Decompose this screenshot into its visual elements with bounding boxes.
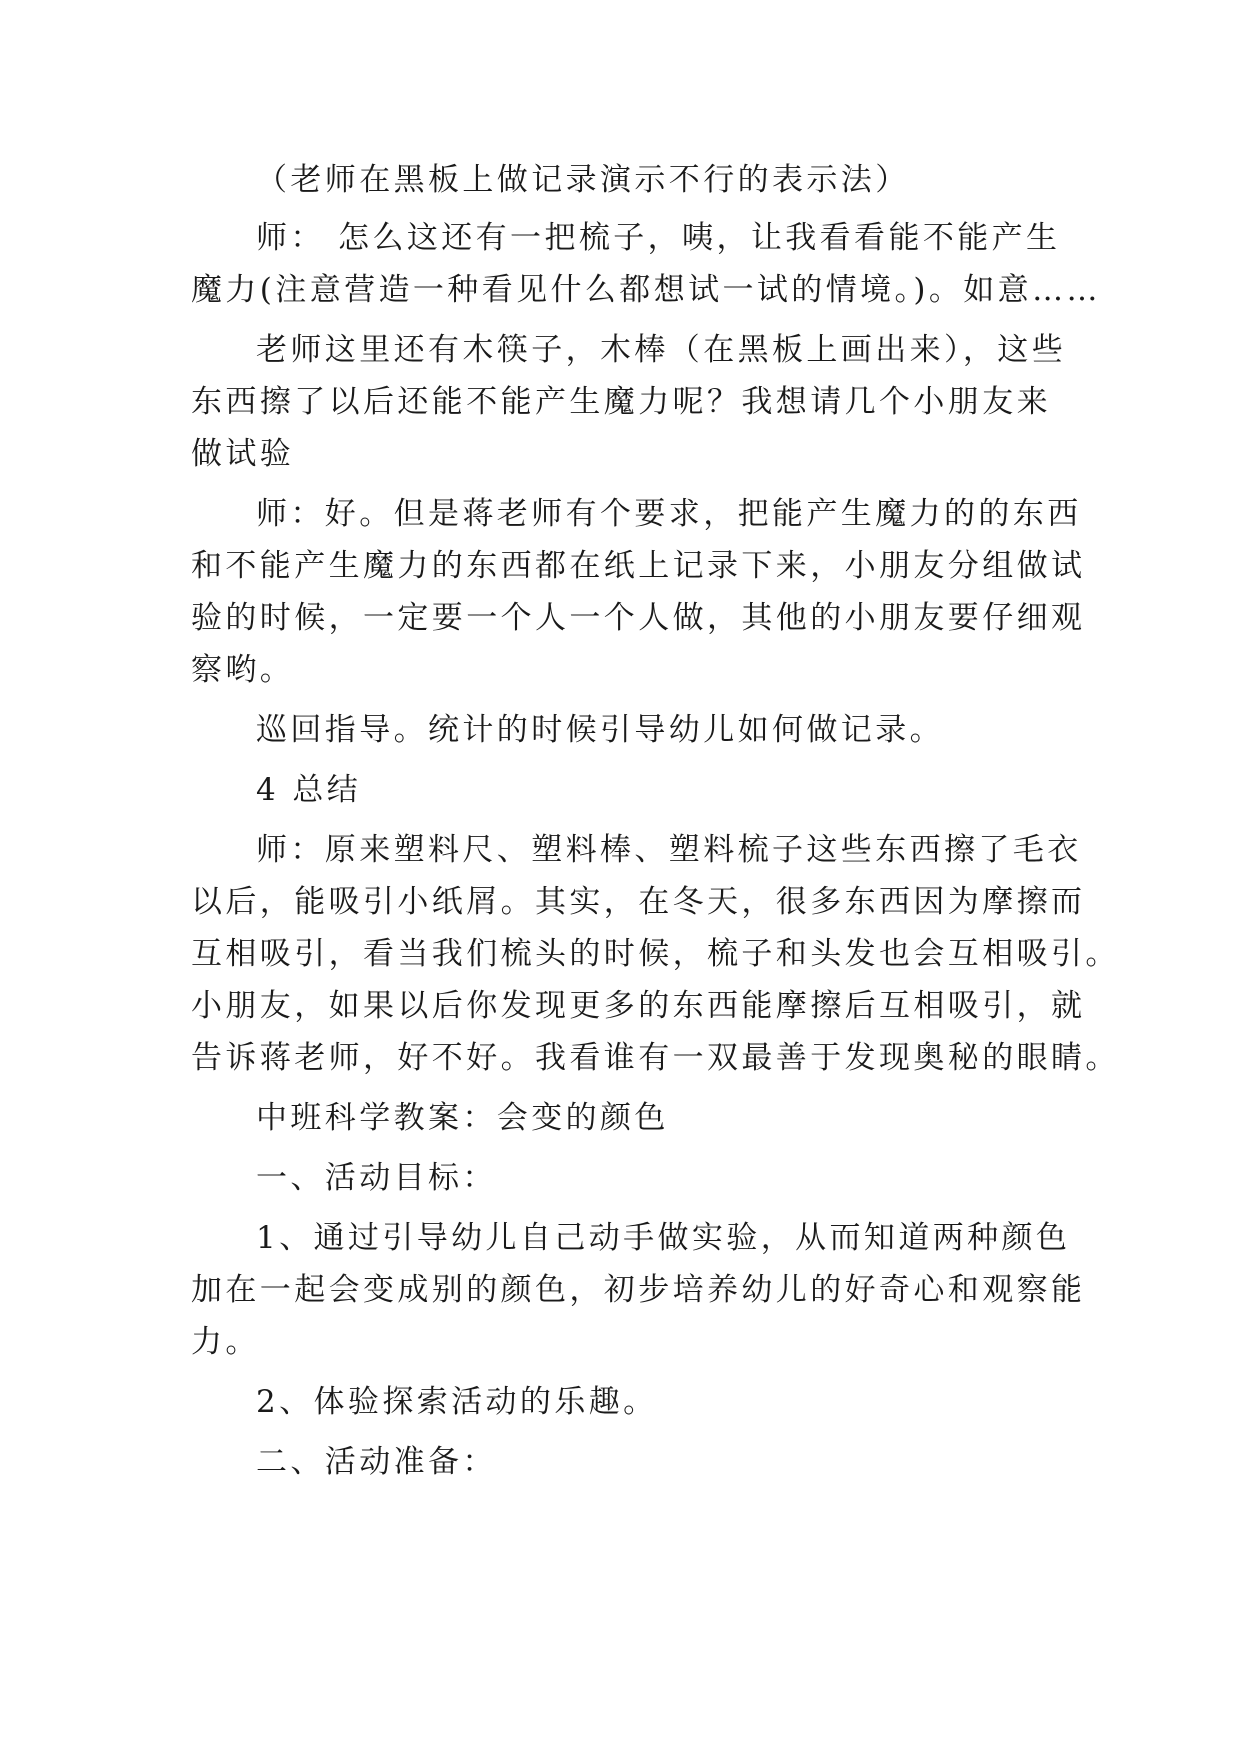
text-line: 加在一起会变成别的颜色，初步培养幼儿的好奇心和观察能 [191,1272,1086,1308]
text-line: 和不能产生魔力的东西都在纸上记录下来，小朋友分组做试 [191,548,1086,584]
text-line: 互相吸引，看当我们梳头的时候，梳子和头发也会互相吸引。 [191,936,1120,972]
text-line: 师： 怎么这还有一把梳子，咦，让我看看能不能产生 [256,220,1061,256]
text-line: 魔力(注意营造一种看见什么都想试一试的情境。)。如意…… [191,272,1101,308]
section-heading: 二、活动准备： [256,1444,497,1480]
text-line: 察哟。 [191,652,295,688]
text-line: 1、通过引导幼儿自己动手做实验，从而知道两种颜色 [256,1220,1071,1256]
text-line: 告诉蒋老师，好不好。我看谁有一双最善于发现奥秘的眼睛。 [191,1040,1120,1076]
text-line: 小朋友，如果以后你发现更多的东西能摩擦后互相吸引，就 [191,988,1086,1024]
text-line: 2、体验探索活动的乐趣。 [256,1384,658,1420]
text-line: 老师这里还有木筷子，木棒（在黑板上画出来），这些 [256,332,1067,368]
section-heading: 一、活动目标： [256,1160,497,1196]
text-line: 力。 [191,1324,260,1360]
lesson-title: 中班科学教案：会变的颜色 [256,1100,669,1136]
text-line: 东西擦了以后还能不能产生魔力呢？我想请几个小朋友来 [191,384,1051,420]
text-line: （老师在黑板上做记录演示不行的表示法） [256,162,910,198]
text-line: 师：好。但是蒋老师有个要求，把能产生魔力的的东西 [256,496,1082,532]
text-line: 做试验 [191,436,295,472]
text-line: 师：原来塑料尺、塑料棒、塑料梳子这些东西擦了毛衣 [256,832,1082,868]
text-line: 以后，能吸引小纸屑。其实，在冬天，很多东西因为摩擦而 [191,884,1086,920]
text-line: 验的时候，一定要一个人一个人做，其他的小朋友要仔细观 [191,600,1086,636]
text-line: 巡回指导。统计的时候引导幼儿如何做记录。 [256,712,944,748]
section-heading: 4 总结 [256,772,362,808]
